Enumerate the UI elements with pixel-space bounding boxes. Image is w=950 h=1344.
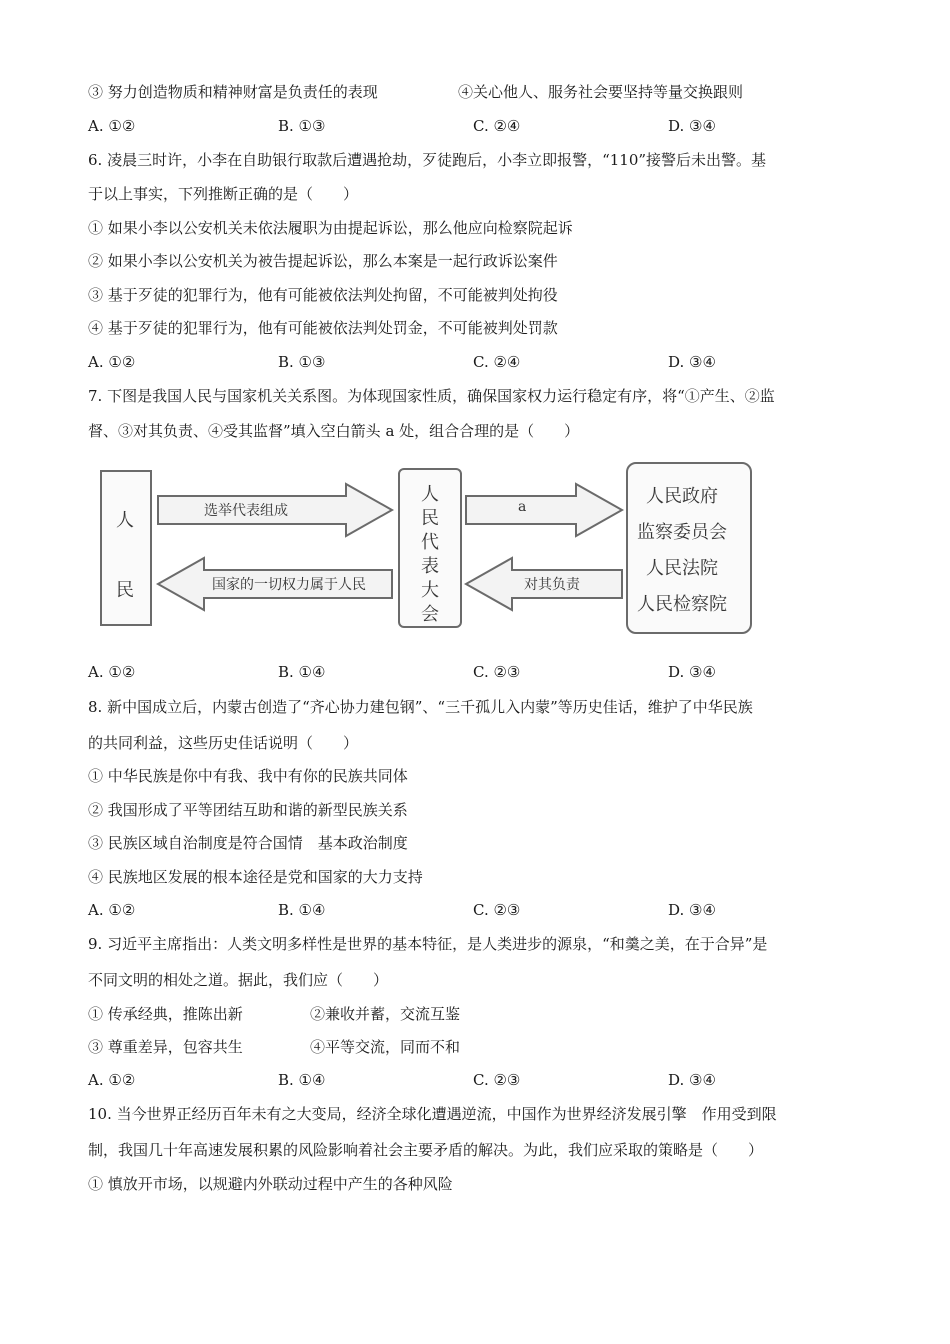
q6-statement-3: ③ 基于歹徒的犯罪行为，他有可能被依法判处拘留，不可能被判处拘役 [88,286,558,304]
organ-court: 人民法院 [646,558,718,579]
congress-char-1: 人 [421,484,439,505]
q5-option-c[interactable]: C. ②④ [473,117,521,135]
congress-char-5: 大 [421,580,439,601]
q5-statement-3: ③ 努力创造物质和精神财富是负责任的表现 [88,83,378,101]
q9-option-c[interactable]: C. ②③ [473,1071,521,1089]
q8-statement-2: ② 我国形成了平等团结互助和谐的新型民族关系 [88,801,408,819]
q5-option-b[interactable]: B. ①③ [278,117,326,135]
q10-stem-line-1: 10. 当今世界正经历百年未有之大变局，经济全球化遭遇逆流，中国作为世界经济发展引擎 作用受到限 [88,1105,777,1123]
q6-option-c[interactable]: C. ②④ [473,353,521,371]
q6-statement-1: ① 如果小李以公安机关未依法履职为由提起诉讼，那么他应向检察院起诉 [88,219,573,237]
q9-statements-row-2 [88,1037,888,1057]
q5-options [88,116,888,136]
organ-government: 人民政府 [646,486,718,507]
q7-option-d[interactable]: D. ③④ [668,663,716,681]
q8-stem-line-1: 8. 新中国成立后，内蒙古创造了“齐心协力建包钢”、“三千孤儿入内蒙”等历史佳话，维护了中华民族 [88,698,753,716]
q8-options [88,900,888,920]
q7-stem-line-1: 7. 下图是我国人民与国家机关关系图。为体现国家性质，确保国家权力运行稳定有序，将“①产生、②监 [88,387,775,405]
q6-stem-line-1: 6. 凌晨三时许，小李在自助银行取款后遭遇抢劫，歹徒跑后，小李立即报警，“110”接警后未出警。基 [88,151,767,169]
q6-statement-2: ② 如果小李以公安机关为被告提起诉讼，那么本案是一起行政诉讼案件 [88,252,558,270]
q8-statement-3: ③ 民族区域自治制度是符合国情 基本政治制度 [88,834,408,852]
q8-option-b[interactable]: B. ①④ [278,901,326,919]
arrow-label-responsible: 对其负责 [524,577,580,593]
congress-char-2: 民 [421,508,439,529]
q6-option-a[interactable]: A. ①② [88,353,136,371]
people-char-1: 人 [116,510,134,531]
q9-stem-line-1: 9. 习近平主席指出：人类文明多样性是世界的基本特征，是人类进步的源泉，“和羹之美，在于合异”是 [88,935,768,953]
q9-statement-2: ②兼收并蓄，交流互鉴 [310,1005,461,1023]
q9-option-b[interactable]: B. ①④ [278,1071,326,1089]
q7-options [88,662,888,682]
congress-char-6: 会 [421,604,439,625]
arrow-right-top-right [466,484,622,536]
q10-stem-line-2: 制，我国几十年高速发展积累的风险影响着社会主要矛盾的解决。为此，我们应采取的策略是（ ） [88,1141,764,1159]
q7-stem-line-2: 督、③对其负责、④受其监督”填入空白箭头 a 处，组合合理的是（ ） [88,422,580,440]
q8-statement-4: ④ 民族地区发展的根本途径是党和国家的大力支持 [88,868,423,886]
q9-statement-3: ③ 尊重差异，包容共生 [88,1038,243,1056]
q9-stem-line-2: 不同文明的相处之道。据此，我们应（ ） [88,971,389,989]
congress-char-3: 代 [421,532,439,553]
q8-option-a[interactable]: A. ①② [88,901,136,919]
q5-option-d[interactable]: D. ③④ [668,117,716,135]
organ-supervision-commission: 监察委员会 [637,522,727,543]
q6-stem-line-2: 于以上事实，下列推断正确的是（ ） [88,185,359,203]
q7-option-b[interactable]: B. ①④ [278,663,326,681]
q8-option-d[interactable]: D. ③④ [668,901,716,919]
q8-statement-1: ① 中华民族是你中有我、我中有你的民族共同体 [88,767,408,785]
organ-procuratorate: 人民检察院 [637,594,727,615]
q10-statement-1: ① 慎放开市场，以规避内外联动过程中产生的各种风险 [88,1175,453,1193]
q6-statement-4: ④ 基于歹徒的犯罪行为，他有可能被依法判处罚金，不可能被判处罚款 [88,319,558,337]
q9-statements-row-1 [88,1004,888,1024]
arrow-label-a: a [518,499,527,515]
diagram-arrows [96,462,756,634]
q5-statement-4: ④关心他人、服务社会要坚持等量交换跟则 [458,83,744,101]
q9-statement-4: ④平等交流，同而不和 [310,1038,461,1056]
q7-option-c[interactable]: C. ②③ [473,663,521,681]
q9-options [88,1070,888,1090]
q6-option-b[interactable]: B. ①③ [278,353,326,371]
q9-option-d[interactable]: D. ③④ [668,1071,716,1089]
arrow-label-elect: 选举代表组成 [204,503,288,519]
q7-option-a[interactable]: A. ①② [88,663,136,681]
q9-option-a[interactable]: A. ①② [88,1071,136,1089]
q5-option-a[interactable]: A. ①② [88,117,136,135]
q8-option-c[interactable]: C. ②③ [473,901,521,919]
q6-options [88,352,888,372]
arrow-label-power: 国家的一切权力属于人民 [212,577,366,593]
q9-statement-1: ① 传承经典，推陈出新 [88,1005,243,1023]
people-state-relation-diagram [96,462,756,634]
people-char-2: 民 [116,580,134,601]
q6-option-d[interactable]: D. ③④ [668,353,716,371]
q8-stem-line-2: 的共同利益，这些历史佳话说明（ ） [88,734,359,752]
congress-char-4: 表 [421,556,439,577]
